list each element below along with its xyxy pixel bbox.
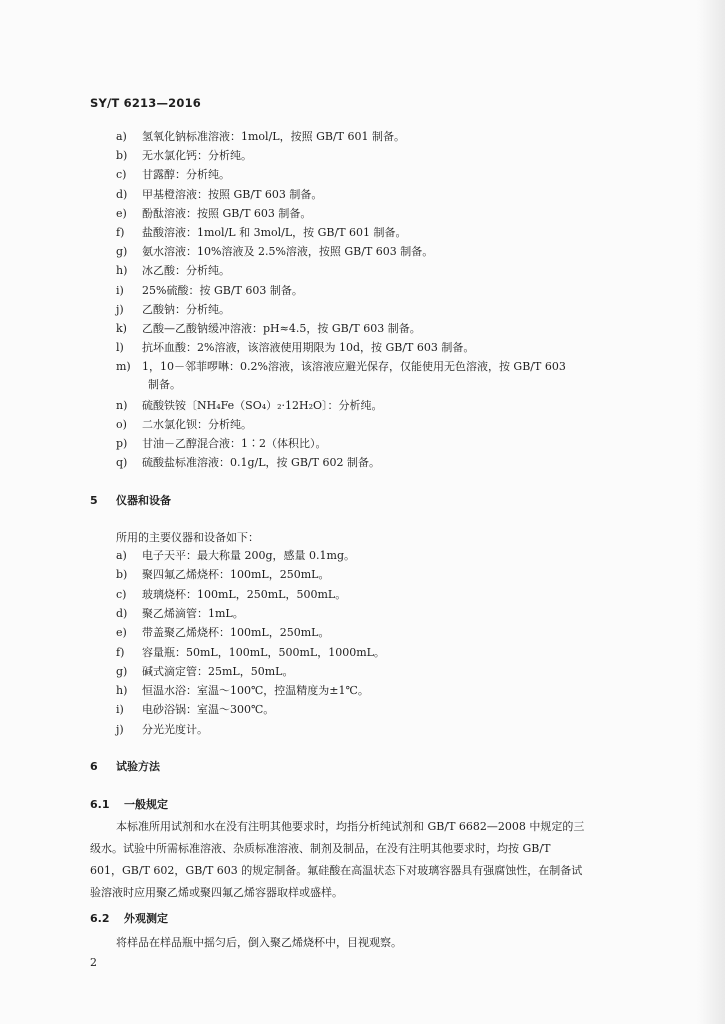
list-item-marker: k) bbox=[116, 322, 127, 335]
list-item bbox=[116, 665, 293, 679]
list-item-text: 甘露醇：分析纯。 bbox=[142, 168, 230, 182]
list-item-text: 氢氧化钠标准溶液：1mol/L，按照 GB/T 601 制备。 bbox=[142, 130, 405, 143]
paragraph-line: 级水。试验中所需标准溶液、杂质标准溶液、制剂及制品，在没有注明其他要求时，均按 GB/T bbox=[90, 842, 551, 855]
list-item-text: 冰乙酸：分析纯。 bbox=[142, 264, 230, 278]
list-item-marker: a) bbox=[116, 130, 127, 143]
list-item-marker: j) bbox=[116, 722, 124, 736]
list-item-text: 1，10－邻菲啰啉：0.2%溶液，该溶液应避光保存，仅能使用无色溶液，按 GB/T 603 bbox=[142, 360, 566, 374]
list-item-text: 分光光度计。 bbox=[142, 722, 208, 736]
list-item-continuation: 制备。 bbox=[148, 377, 181, 391]
standard-code-header: SY/T 6213—2016 bbox=[90, 96, 201, 110]
paragraph-line: 本标准所用试剂和水在没有注明其他要求时，均指分析纯试剂和 GB/T 6682—2008 中规定的三 bbox=[116, 820, 585, 833]
list-item-marker: b) bbox=[116, 568, 128, 582]
binding-shadow bbox=[697, 0, 725, 1024]
paragraph-line: 601，GB/T 602，GB/T 603 的规定制备。氟硅酸在高温状态下对玻璃容器具有强腐蚀性，在制备试 bbox=[90, 864, 583, 877]
list-item-marker: h) bbox=[116, 264, 128, 278]
list-item-text: 玻璃烧杯：100mL，250mL，500mL。 bbox=[142, 587, 347, 601]
list-item-marker: d) bbox=[116, 606, 128, 620]
list-item bbox=[116, 245, 433, 259]
list-item-marker: e) bbox=[116, 206, 127, 220]
list-item-marker: a) bbox=[116, 549, 127, 562]
list-item bbox=[116, 264, 230, 278]
list-item-text: 带盖聚乙烯烧杯：100mL，250mL。 bbox=[142, 626, 330, 640]
list-item bbox=[116, 360, 566, 374]
list-item-marker: m) bbox=[116, 360, 131, 374]
list-item-marker: l) bbox=[116, 341, 124, 355]
list-item-marker: f) bbox=[116, 645, 125, 659]
list-item bbox=[116, 684, 369, 698]
list-item-marker: c) bbox=[116, 168, 127, 182]
list-item-text: 聚四氟乙烯烧杯：100mL，250mL。 bbox=[142, 568, 330, 582]
section-number: 5 bbox=[90, 494, 98, 507]
list-item-marker: q) bbox=[116, 456, 128, 470]
list-item bbox=[116, 607, 244, 621]
list-item-text: 聚乙烯滴管：1mL。 bbox=[142, 606, 244, 620]
list-item bbox=[116, 568, 329, 582]
list-item bbox=[116, 130, 405, 144]
list-item-text: 硫酸铁铵〔NH₄Fe（SO₄）₂·12H₂O〕：分析纯。 bbox=[142, 398, 383, 412]
list-item-text: 乙酸钠：分析纯。 bbox=[142, 302, 230, 316]
list-item bbox=[116, 626, 329, 640]
list-item-text: 氨水溶液：10%溶液及 2.5%溶液，按照 GB/T 603 制备。 bbox=[142, 245, 434, 259]
section-5-intro: 所用的主要仪器和设备如下： bbox=[116, 531, 259, 544]
list-item-marker: g) bbox=[116, 664, 128, 678]
list-item-marker: c) bbox=[116, 587, 127, 601]
paragraph-line: 验溶液时应用聚乙烯或聚四氟乙烯容器取样或盛样。 bbox=[90, 886, 343, 899]
list-item-text: 容量瓶：50mL，100mL，500mL，1000mL。 bbox=[142, 645, 385, 659]
list-item bbox=[116, 284, 303, 298]
list-item bbox=[116, 149, 252, 163]
section-number: 6 bbox=[90, 760, 98, 773]
subsection-title: 外观测定 bbox=[124, 912, 168, 925]
list-item-marker: e) bbox=[116, 626, 127, 640]
list-item-text: 无水氯化钙：分析纯。 bbox=[142, 149, 252, 163]
list-item-text: 酚酞溶液：按照 GB/T 603 制备。 bbox=[142, 206, 312, 220]
list-item-text: 甲基橙溶液：按照 GB/T 603 制备。 bbox=[142, 187, 323, 201]
list-item bbox=[116, 549, 355, 563]
list-item-text: 二水氯化钡：分析纯。 bbox=[142, 418, 252, 431]
section-title: 试验方法 bbox=[116, 760, 160, 773]
list-item bbox=[116, 456, 380, 470]
list-item-text: 恒温水浴：室温～100℃，控温精度为±1℃。 bbox=[142, 684, 369, 698]
section-6-heading bbox=[90, 758, 160, 774]
list-item-marker: j) bbox=[116, 302, 124, 316]
list-item bbox=[116, 399, 383, 413]
list-item-text: 电子天平：最大称量 200g，感量 0.1mg。 bbox=[142, 549, 355, 562]
list-item bbox=[116, 303, 230, 317]
list-item bbox=[116, 188, 322, 202]
section-title: 仪器和设备 bbox=[116, 494, 171, 507]
list-item-marker: n) bbox=[116, 398, 128, 412]
list-item-marker: h) bbox=[116, 684, 128, 698]
list-item-marker: i) bbox=[116, 283, 124, 297]
list-item bbox=[116, 207, 311, 221]
list-item bbox=[116, 703, 274, 717]
page-number: 2 bbox=[90, 956, 97, 969]
list-item bbox=[116, 588, 346, 602]
list-item bbox=[116, 437, 327, 451]
list-item-text: 硫酸盐标准溶液：0.1g/L，按 GB/T 602 制备。 bbox=[142, 456, 380, 470]
subsection-title: 一般规定 bbox=[124, 798, 168, 811]
list-item bbox=[116, 168, 230, 182]
subsection-6-1-heading bbox=[90, 796, 168, 812]
list-item-marker: d) bbox=[116, 187, 128, 201]
list-item bbox=[116, 341, 474, 355]
list-item-text: 甘油－乙醇混合液：1∶2（体积比）。 bbox=[142, 437, 327, 451]
list-item-text: 抗坏血酸：2%溶液，该溶液使用期限为 10d，按 GB/T 603 制备。 bbox=[142, 341, 475, 355]
list-item bbox=[116, 418, 252, 432]
list-item-marker: b) bbox=[116, 149, 128, 163]
list-item-text: 碱式滴定管：25mL，50mL。 bbox=[142, 664, 294, 678]
paragraph-line: 将样品在样品瓶中摇匀后，倒入聚乙烯烧杯中，目视观察。 bbox=[116, 936, 402, 949]
subsection-number: 6.2 bbox=[90, 912, 110, 925]
list-item-marker: g) bbox=[116, 245, 128, 259]
subsection-number: 6.1 bbox=[90, 798, 110, 811]
list-item-marker: f) bbox=[116, 226, 125, 239]
list-item-text: 25%硫酸：按 GB/T 603 制备。 bbox=[142, 283, 303, 297]
list-item-text: 电砂浴锅：室温～300℃。 bbox=[142, 703, 275, 717]
list-item bbox=[116, 646, 385, 660]
list-item-marker: p) bbox=[116, 437, 128, 451]
list-item bbox=[116, 723, 208, 737]
list-item bbox=[116, 322, 421, 336]
section-5-heading bbox=[90, 492, 171, 508]
list-item-text: 乙酸—乙酸钠缓冲溶液：pH≈4.5，按 GB/T 603 制备。 bbox=[142, 322, 421, 335]
list-item-marker: i) bbox=[116, 703, 124, 717]
list-item-text: 盐酸溶液：1mol/L 和 3mol/L，按 GB/T 601 制备。 bbox=[142, 226, 407, 239]
list-item bbox=[116, 226, 407, 240]
subsection-6-2-heading bbox=[90, 910, 168, 926]
list-item-marker: o) bbox=[116, 418, 127, 431]
